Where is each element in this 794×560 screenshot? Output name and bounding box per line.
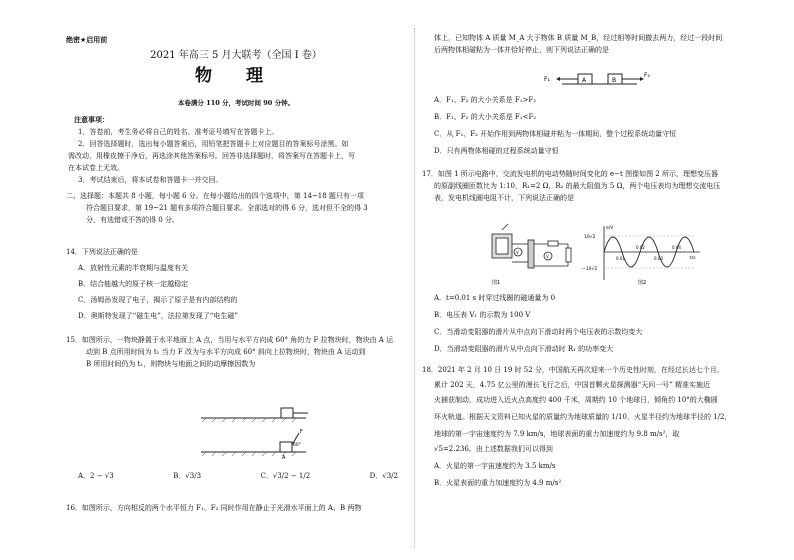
graph-x-label: t/s	[690, 256, 696, 261]
q16-b-label: B	[612, 77, 617, 84]
graph-y-bottom: −10√2	[582, 267, 598, 272]
graph-tick-4: 0.04	[672, 245, 681, 250]
note-line: 1．答卷前，考生务必将自己的姓名、准考证号填写在答题卡上。	[78, 128, 279, 136]
subject-title: 物 理	[195, 66, 277, 86]
q17-graph-figure	[582, 222, 702, 288]
section-intro	[66, 190, 406, 226]
secret-label: 绝密★启用前	[66, 36, 108, 44]
question-18	[422, 364, 768, 489]
q16-option-a: A．F₁、F₂ 的大小关系是 F₁>F₂	[434, 96, 537, 104]
q15-point-a: A	[282, 455, 286, 461]
q16-a-label: A	[582, 77, 587, 84]
q15-choice-b: B．√3/3	[173, 472, 202, 480]
note-line: 需改动，用橡皮擦干净后，再选涂其他答案标号。回答非选择题时，将答案写在答题卡上，写	[68, 152, 355, 160]
exam-title: 2021 年高三 5 月大联考（全国 I 卷）	[150, 50, 322, 61]
q18-line: 18．2021 年 2 月 10 日 19 时 52 分，中国航天再次迎来一个历史性时刻，在经过长达七个月，	[422, 366, 724, 374]
q16-figure	[542, 68, 652, 90]
q18-option-a: A．火星的第一宇宙速度约为 3.5 km/s	[434, 462, 556, 470]
q15-line: 15．如图所示，一物块静置于水平地面上 A 点，当用与水平方向成 60° 角的力 F 拉物块时，物块由 A 运	[66, 336, 394, 344]
q16-option-b: B．F₁、F₂ 的大小关系是 F₁<F₂	[434, 113, 537, 121]
q16-option-c: C．从 F₁、F₂ 开始作用到两物体相碰并粘为一体期间，整个过程系统动量守恒	[434, 130, 677, 138]
q18-line: 环火轨道。根据天文资料已知火星的质量约为地球质量的 1/10，火星半径约为地球半径的 1/2，	[434, 413, 732, 421]
question-16-start	[66, 502, 406, 514]
graph-y-top: 10√2	[584, 235, 596, 240]
q18-option-b: B．火星表面的重力加速度约为 4.9 m/s²	[434, 479, 562, 487]
q16-options	[422, 94, 768, 157]
q14-option-c: C．汤姆孙发现了电子，揭示了原子是有内部结构的	[78, 296, 238, 304]
q14-option-a: A．放射性元素的半衰期与温度有关	[78, 264, 189, 272]
q15-block-top	[281, 408, 293, 418]
q15-block-bottom	[280, 442, 292, 452]
intro-line: 二、选择题：本题共 8 小题，每小题 6 分。在每小题给出的四个选项中，第 14~18 题只有一项	[66, 192, 364, 200]
q18-line: 累计 202 天，4.75 亿公里的漫长飞行之后，中国首颗火星探测器“天问一号” 精准实施近	[434, 381, 711, 389]
q15-choice-c: C．√3/2 − 1/2	[260, 472, 311, 480]
q16-f1-label: F₁	[544, 76, 550, 83]
right-column	[422, 0, 768, 560]
graph-y-label: e/V	[606, 226, 614, 231]
intro-line: 符合题目要求，第 19~21 题有多项符合题目要求。全部选对的得 6 分，选对但不全的得 3	[86, 204, 368, 212]
resistor-r1	[548, 241, 558, 246]
q17-option-b: B．电压表 V₁ 的示数为 100 V	[434, 311, 531, 319]
q15-figure	[196, 390, 316, 462]
q15-choices	[78, 470, 398, 482]
fig2-caption: 图2	[638, 280, 647, 286]
q15-choice-a: A．2 − √3	[78, 472, 114, 480]
q15-force-label: F	[300, 429, 303, 435]
q16-f2-label: F₂	[644, 72, 650, 79]
notes-title: 注意事项：	[74, 115, 109, 124]
note-line: 2．回答选择题时，选出每小题答案后，用铅笔把答题卡上对应题目的答案标号涂黑。如	[78, 140, 349, 148]
q17-line: 表，发电机线圈电阻不计，下列说法正确的是	[434, 194, 574, 202]
question-17	[422, 168, 768, 204]
transformer-core	[528, 240, 534, 268]
notes-block	[66, 114, 406, 186]
q18-line: 火捕获制动，成功进入近火点高度约 400 千米，周期约 10 个地球日，倾角约 10°的大椭圆	[434, 396, 718, 404]
q15-line: B 所用时间仍为 t₁，则物块与地面之间的动摩擦因数为	[86, 360, 256, 368]
svg-text:V: V	[516, 250, 519, 255]
q17-options	[422, 292, 768, 355]
generator-coil	[496, 238, 508, 254]
column-divider	[414, 28, 415, 548]
q15-line: 动到 B 点所用时间为 t₁ 当力 F 改为与水平方向成 60° 斜向上拉物块时，物块由 A 运动到	[86, 348, 366, 356]
score-line: 本卷满分 110 分，考试时间 90 分钟。	[177, 99, 295, 107]
q14-stem: 14．下列说法正确的是	[66, 248, 138, 256]
question-15	[66, 334, 406, 370]
q15-choice-d: D．√3/2	[369, 472, 398, 480]
q14-option-b: B．结合能越大的原子核一定越稳定	[78, 280, 189, 288]
q18-line: 地球的第一宇宙速度约为 7.9 km/s，地球表面的重力加速度约为 9.8 m/s²，取	[434, 430, 680, 438]
graph-tick-3: 0.03	[654, 256, 663, 261]
q16-line: 16．如图所示，方向相反的两个水平恒力 F₁、F₂ 同时作用在静止于光滑水平面上的 A、B 两物	[66, 504, 362, 512]
note-line: 在本试卷上无效。	[68, 164, 124, 172]
q16-option-d: D．只有两物体相碰的过程系统动量守恒	[434, 147, 559, 155]
q17-line: 17．如图 1 所示电路中，交流发电机的电动势随时间变化的 e−t 图像如图 2 所示，理想变压器	[422, 170, 718, 178]
q16-line: 后两物体相碰粘为一体并恰好停止，则下列说法正确的是	[434, 46, 609, 54]
q17-line: 的原副线圈匝数比为 1:10，R₁=2 Ω，R₂ 的最大阻值为 5 Ω，两个电压表均为理想交流电压	[434, 182, 721, 190]
q16-f1-arrowhead	[556, 77, 560, 81]
graph-tick-1: 0.01	[616, 256, 625, 261]
intro-line: 分，有选错或不答的得 0 分。	[86, 216, 179, 224]
resistor-r2	[566, 248, 571, 262]
q17-option-d: D．当滑动变阻器的滑片从中点向下滑动时 R₁ 的功率变大	[434, 345, 614, 353]
q16-line: 体上，已知物体 A 质量 M_A 大于物体 B 质量 M_B，经过相等时间撤去两力，经过一段时间	[434, 34, 723, 42]
q15-angle-label: 60°	[293, 443, 301, 448]
svg-text:V: V	[546, 254, 549, 259]
note-line: 3．考试结束后，将本试卷和答题卡一并交回。	[78, 176, 223, 184]
left-column	[66, 0, 406, 560]
q18-line: √5=2.236。由上述数据我们可以得到	[434, 445, 553, 453]
graph-tick-2: 0.02	[636, 245, 645, 250]
q17-option-a: A．t=0.01 s 时穿过线圈的磁通量为 0	[434, 294, 556, 302]
question-16-continued	[422, 32, 768, 56]
question-14	[66, 246, 406, 322]
q17-circuit-figure	[488, 222, 588, 288]
q17-option-c: C．当滑动变阻器的滑片从中点向下滑动时两个电压表的示数均变大	[434, 328, 643, 336]
fig1-caption: 图1	[492, 280, 501, 286]
q14-option-d: D．奥斯特发现了“磁生电”，法拉第发现了“电生磁”	[78, 312, 238, 320]
